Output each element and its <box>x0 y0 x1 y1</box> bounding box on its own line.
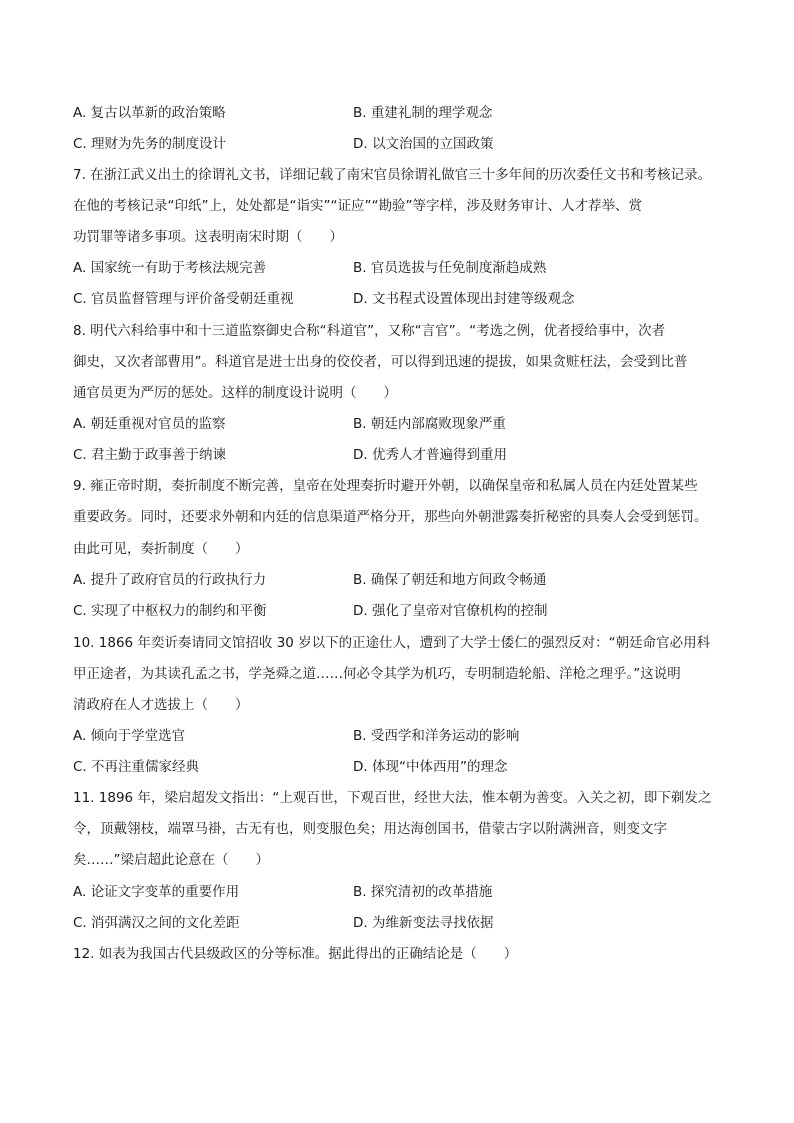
q10-option-b[interactable]: B. 受西学和洋务运动的影响 <box>353 728 520 744</box>
q8-option-row-1 <box>73 414 733 434</box>
q8-option-c[interactable]: C. 君主勤于政事善于纳谏 <box>73 447 227 463</box>
q8-stem-line-1: 8. 明代六科给事中和十三道监察御史合称“科道官”，又称“言官”。“考选之例，优者授给事中，次者 <box>73 323 666 339</box>
q7-stem-line-1: 7. 在浙江武义出土的徐谓礼文书，详细记载了南宋官员徐谓礼做官三十多年间的历次委任文书和考核记录。 <box>73 167 712 183</box>
q9-option-d[interactable]: D. 强化了皇帝对官僚机构的控制 <box>353 603 548 619</box>
q7-option-c[interactable]: C. 官员监督管理与评价备受朝廷重视 <box>73 291 294 307</box>
q7-stem-line-3: 功罚罪等诸多事项。这表明南宋时期（ ） <box>73 229 343 245</box>
q9-stem-line-1: 9. 雍正帝时期，奏折制度不断完善，皇帝在处理奏折时避开外朝，以确保皇帝和私属人员在内廷处置某些 <box>73 478 698 494</box>
q6-option-a[interactable]: A. 复古以革新的政治策略 <box>73 105 226 121</box>
q9-option-row-2 <box>73 601 733 621</box>
q10-stem-line-3: 清政府在人才选拔上（ ） <box>73 697 249 713</box>
q11-stem-line-3: 矣……”梁启超此论意在（ ） <box>73 852 269 868</box>
q11-option-c[interactable]: C. 消弭满汉之间的文化差距 <box>73 915 240 931</box>
q10-option-c[interactable]: C. 不再注重儒家经典 <box>73 759 200 775</box>
q6-option-row-2 <box>73 134 733 154</box>
q8-option-a[interactable]: A. 朝廷重视对官员的监察 <box>73 416 226 432</box>
q7-option-d[interactable]: D. 文书程式设置体现出封建等级观念 <box>353 291 575 307</box>
q6-option-d[interactable]: D. 以文治国的立国政策 <box>353 136 494 152</box>
q11-option-row-2 <box>73 913 733 933</box>
q9-stem-line-2: 重要政务。同时，还要求外朝和内廷的信息渠道严格分开，那些向外朝泄露奏折秘密的具奏人会受到惩罚。 <box>73 509 708 525</box>
q12-stem-line-1: 12. 如表为我国古代县级政区的分等标准。据此得出的正确结论是（ ） <box>73 946 518 962</box>
q7-option-b[interactable]: B. 官员选拔与任免制度渐趋成熟 <box>353 260 547 276</box>
q11-option-d[interactable]: D. 为维新变法寻找依据 <box>353 915 494 931</box>
q9-option-row-1 <box>73 570 733 590</box>
q10-stem-line-2: 甲正途者，为其读孔孟之书，学尧舜之道……何必令其学为机巧，专明制造轮船、洋枪之理乎。”这说明 <box>73 666 681 682</box>
q9-option-b[interactable]: B. 确保了朝廷和地方间政令畅通 <box>353 572 547 588</box>
q11-option-a[interactable]: A. 论证文字变革的重要作用 <box>73 884 240 900</box>
q9-option-a[interactable]: A. 提升了政府官员的行政执行力 <box>73 572 267 588</box>
q8-option-b[interactable]: B. 朝廷内部腐败现象严重 <box>353 416 506 432</box>
q8-option-d[interactable]: D. 优秀人才普遍得到重用 <box>353 447 507 463</box>
q8-stem-line-3: 通官员更为严厉的惩处。这样的制度设计说明（ ） <box>73 385 397 401</box>
q11-option-row-1 <box>73 882 733 902</box>
q7-option-row-2 <box>73 289 733 309</box>
q11-option-b[interactable]: B. 探究清初的改革措施 <box>353 884 493 900</box>
q11-stem-line-1: 11. 1896 年，梁启超发文指出：“上观百世，下观百世，经世大法，惟本朝为善变。入关之初，即下剃发之 <box>73 790 712 806</box>
q9-stem-line-3: 由此可见，奏折制度（ ） <box>73 541 249 557</box>
q6-option-b[interactable]: B. 重建礼制的理学观念 <box>353 105 493 121</box>
q9-option-c[interactable]: C. 实现了中枢权力的制约和平衡 <box>73 603 267 619</box>
q6-option-row-1 <box>73 103 733 123</box>
q11-stem-line-2: 令，顶戴翎枝，端罩马褂，古无有也，则变服色矣；用达海创国书，借蒙古字以附满洲音，则变文字 <box>73 821 667 837</box>
q6-option-c[interactable]: C. 理财为先务的制度设计 <box>73 136 227 152</box>
q10-option-row-2 <box>73 757 733 777</box>
q8-option-row-2 <box>73 445 733 465</box>
q10-option-a[interactable]: A. 倾向于学堂选官 <box>73 728 186 744</box>
q7-stem-line-2: 在他的考核记录“印纸”上，处处都是“诣实”“证应”“勘验”等字样，涉及财务审计、人才荐举、赏 <box>73 198 642 214</box>
q10-stem-line-1: 10. 1866 年奕䜣奏请同文馆招收 30 岁以下的正途仕人，遭到了大学士倭仁的强烈反对：“朝廷命官必用科 <box>73 635 711 651</box>
q7-option-a[interactable]: A. 国家统一有助于考核法规完善 <box>73 260 267 276</box>
q8-stem-line-2: 御史，又次者部曹用”。科道官是进士出身的佼佼者，可以得到迅速的提拔，如果贪赃枉法，会受到比普 <box>73 354 688 370</box>
q7-option-row-1 <box>73 258 733 278</box>
q10-option-d[interactable]: D. 体现“中体西用”的理念 <box>353 759 508 775</box>
q10-option-row-1 <box>73 726 733 746</box>
